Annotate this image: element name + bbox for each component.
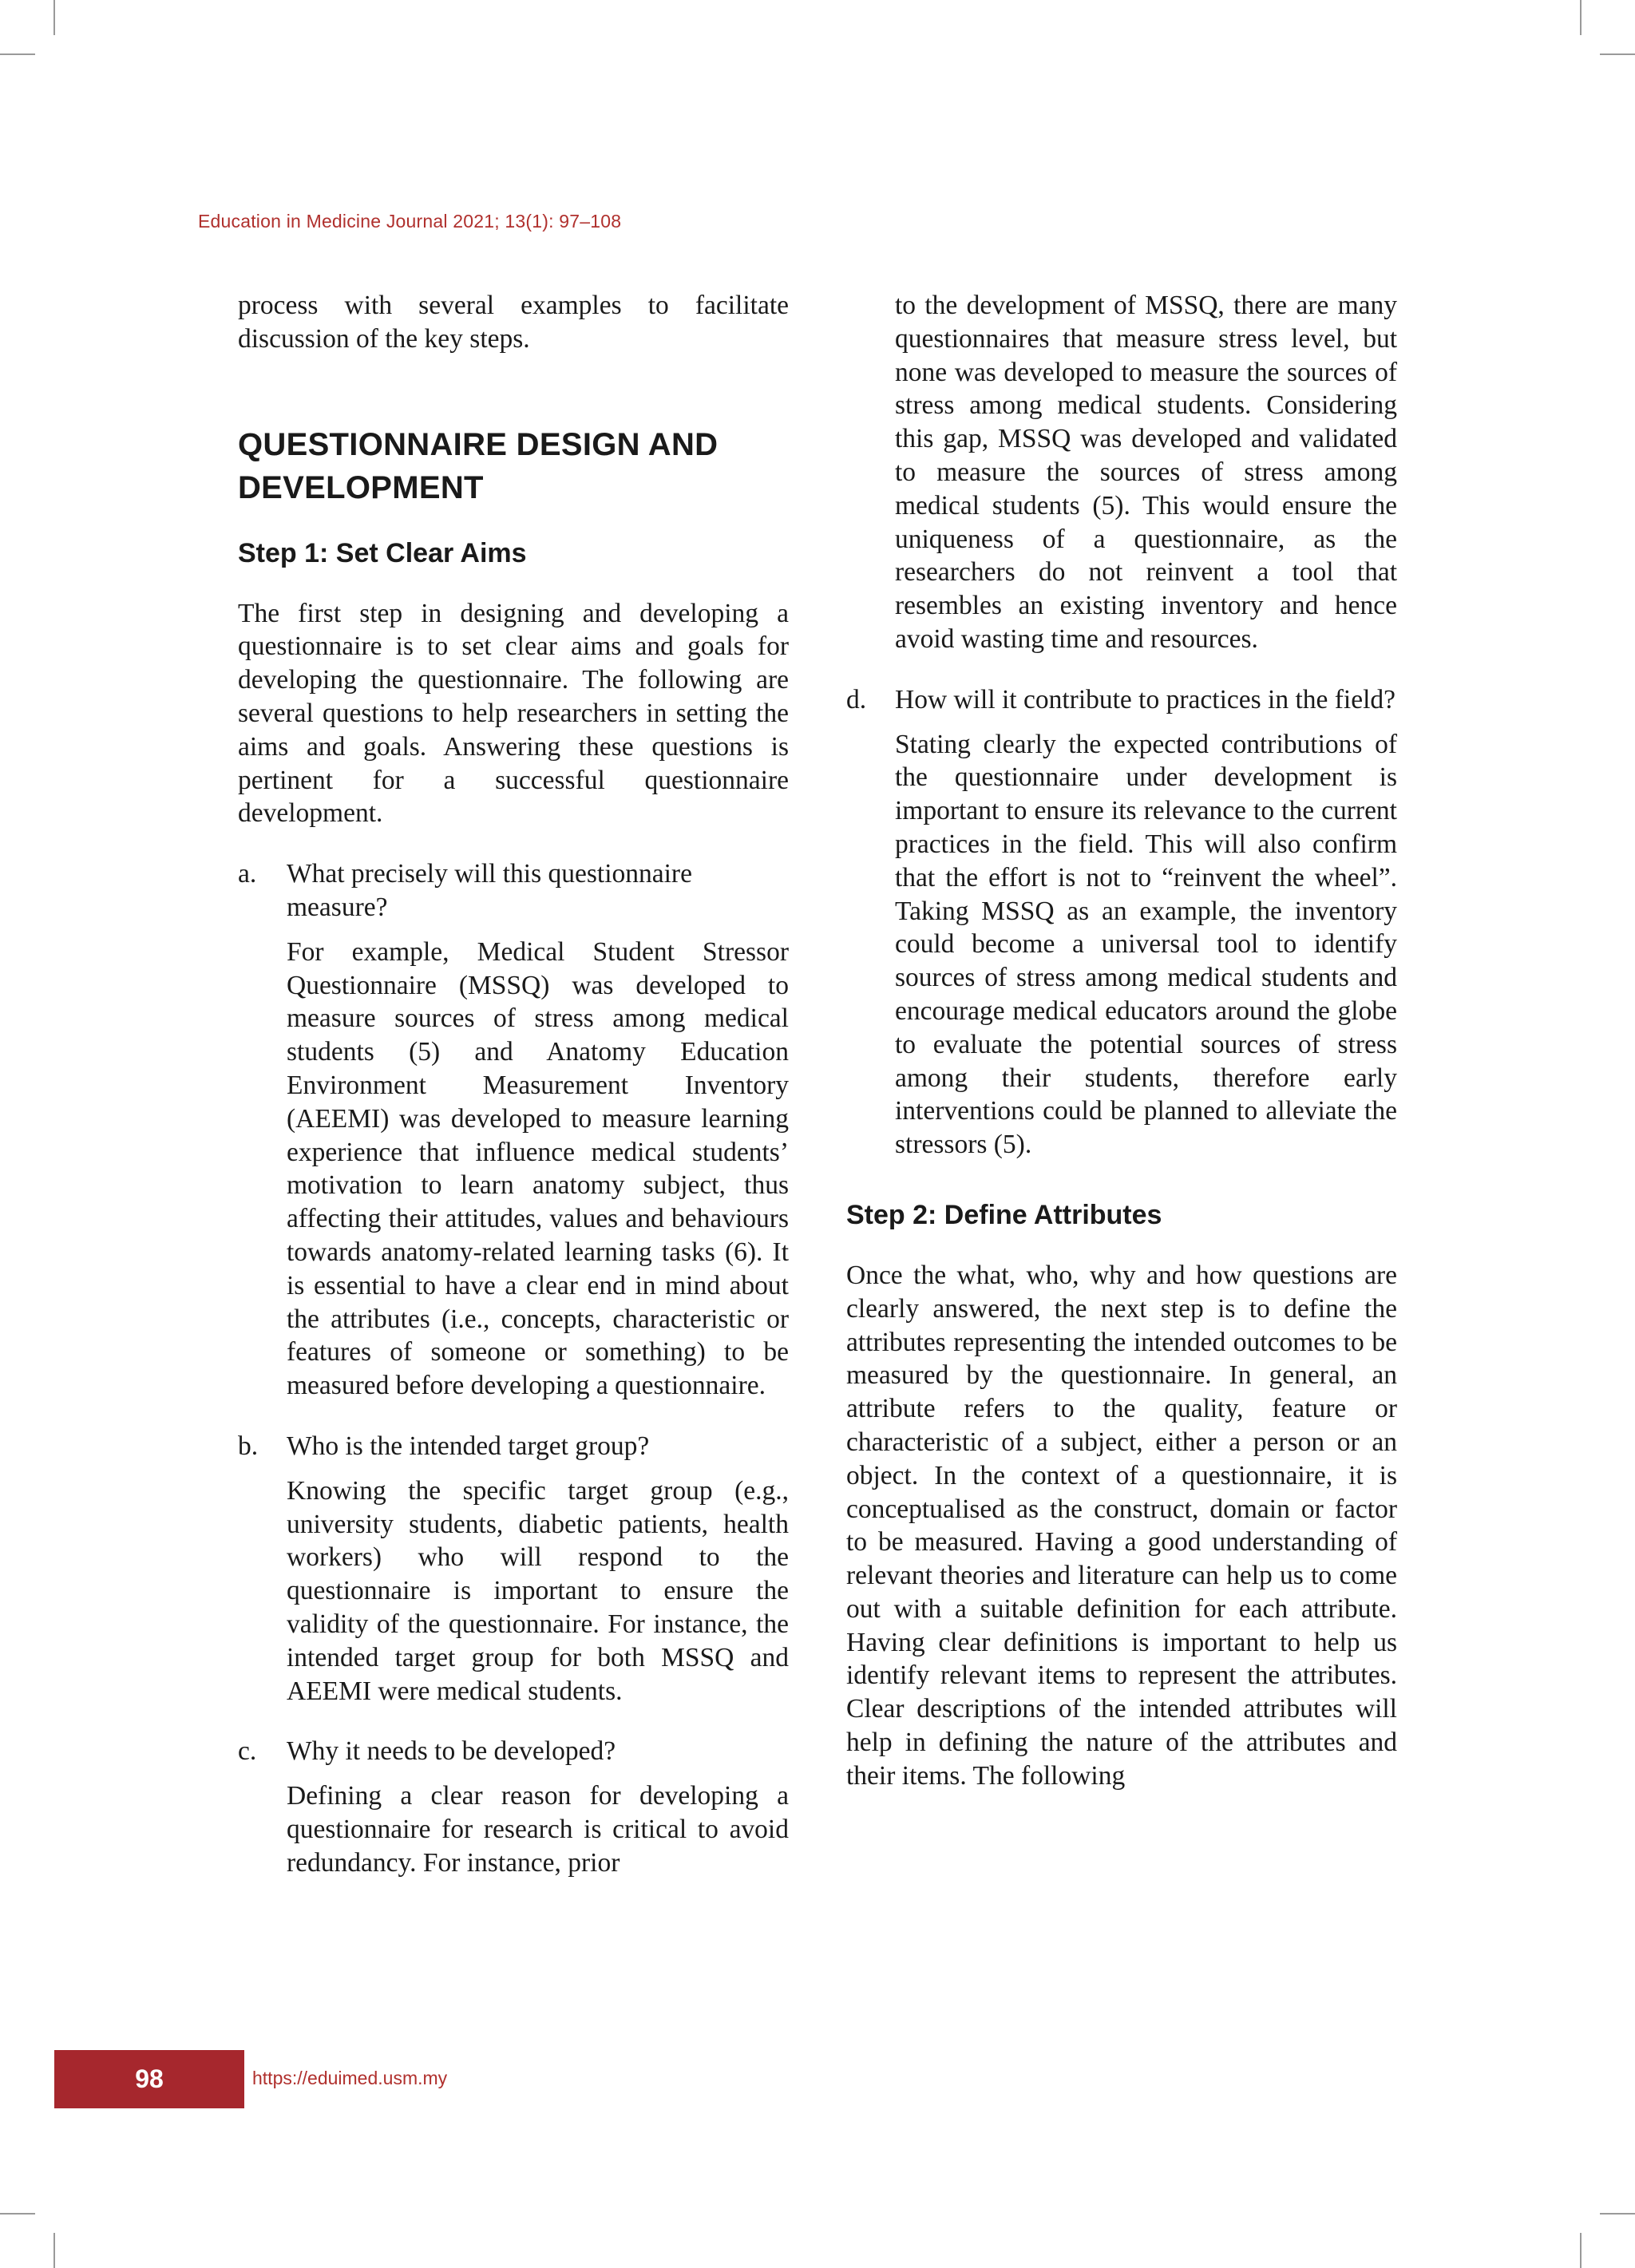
list-answer: For example, Medical Student Stressor Questionnaire (MSSQ) was developed to measure sources of stress among medical students (5) and Anatomy Education Environment Measurement Inventory (AEEMI) was developed to measure learning experience that influence medical students’ motivation to learn anatomy subject, thus affecting their attitudes, values and behaviours towards anatomy-related learning tasks (6). It is essential to have a clear end in mind about the attributes (i.e., concepts, characteristic or features of someone or something) to be measured before developing a questionnaire. — [287, 936, 789, 1401]
step1-paragraph: The first step in designing and developing a questionnaire is to set clear aims and goals for developing the questionnaire. The following are several questions to help researchers in setting the aims and goals. Answering these questions is pertinent for a successful questionnaire development. — [238, 598, 789, 829]
list-item-d — [846, 683, 1397, 1162]
crop-mark — [1580, 2233, 1582, 2268]
crop-mark — [0, 53, 35, 55]
crop-mark — [53, 0, 55, 35]
list-marker: a. — [238, 859, 257, 889]
crop-mark — [53, 2233, 55, 2268]
intro-paragraph: process with several examples to facilitate discussion of the key steps. — [238, 291, 789, 354]
list-marker: b. — [238, 1431, 259, 1461]
crop-mark — [1600, 53, 1635, 55]
step1-heading: Step 1: Set Clear Aims — [238, 537, 527, 568]
crop-mark — [1580, 0, 1582, 35]
list-item-c — [238, 1735, 789, 1879]
section-title: QUESTIONNAIRE DESIGN AND DEVELOPMENT — [238, 426, 719, 505]
list-item-b — [238, 1430, 789, 1708]
running-head: Education in Medicine Journal 2021; 13(1): 97–108 — [198, 211, 622, 232]
step2-paragraph: Once the what, who, why and how questions are clearly answered, the next step is to define the attributes representing the intended outcomes to be measured by the questionnaire. In general, an attribute refers to the quality, feature or characteristic of a subject, either a person or an object. In the context of a questionnaire, it is conceptualised as the construct, domain or factor to be measured. Having a good understanding of relevant theories and literature can help us to come out with a suitable definition for each attribute. Having clear definitions is important to help us identify relevant items to represent the attributes. Clear descriptions of the intended attributes will help in defining the nature of the attributes and their items. The following — [846, 1260, 1397, 1791]
list-answer: Stating clearly the expected contributions of the questionnaire under development is important to ensure its relevance to the current practices in the field. This will also confirm that the effort is not to “reinvent the wheel”. Taking MSSQ as an example, the inventory could become a universal tool to identify sources of stress among medical students and encourage medical educators around the globe to evaluate the potential sources of stress among their students, therefore early interventions could be planned to alleviate the stressors (5). — [895, 729, 1397, 1160]
step2-heading: Step 2: Define Attributes — [846, 1199, 1162, 1230]
continued-paragraph: to the development of MSSQ, there are many questionnaires that measure stress level, but none was developed to measure the sources of stress among medical students. Considering this gap, MSSQ was developed and validated to measure the sources of stress among medical students (5). This would ensure the uniqueness of a questionnaire, as the researchers do not reinvent a tool that resembles an existing inventory and hence avoid wasting time and resources. — [895, 291, 1397, 654]
list-question: What precisely will this questionnaire measure? — [287, 859, 692, 922]
list-marker: d. — [846, 684, 867, 714]
list-question: How will it contribute to practices in the field? — [895, 684, 1396, 714]
footer-url[interactable]: https://eduimed.usm.my — [252, 2068, 448, 2088]
crop-mark — [0, 2213, 35, 2215]
list-question: Why it needs to be developed? — [287, 1736, 616, 1767]
list-answer: Defining a clear reason for developing a questionnaire for research is critical to avoid redundancy. For instance, prior — [287, 1781, 789, 1878]
list-item-a — [238, 857, 789, 1403]
crop-mark — [1600, 2213, 1635, 2215]
right-column — [846, 289, 1397, 1793]
page-number: 98 — [135, 2064, 164, 2093]
list-marker: c. — [238, 1736, 257, 1767]
list-answer: Knowing the specific target group (e.g., university students, diabetic patients, health workers) who will respond to the questionnaire is important to ensure the validity of the questionnaire. For instance, the intended target group for both MSSQ and AEEMI were medical students. — [287, 1475, 789, 1706]
left-column — [238, 289, 789, 1879]
list-question: Who is the intended target group? — [287, 1431, 650, 1461]
